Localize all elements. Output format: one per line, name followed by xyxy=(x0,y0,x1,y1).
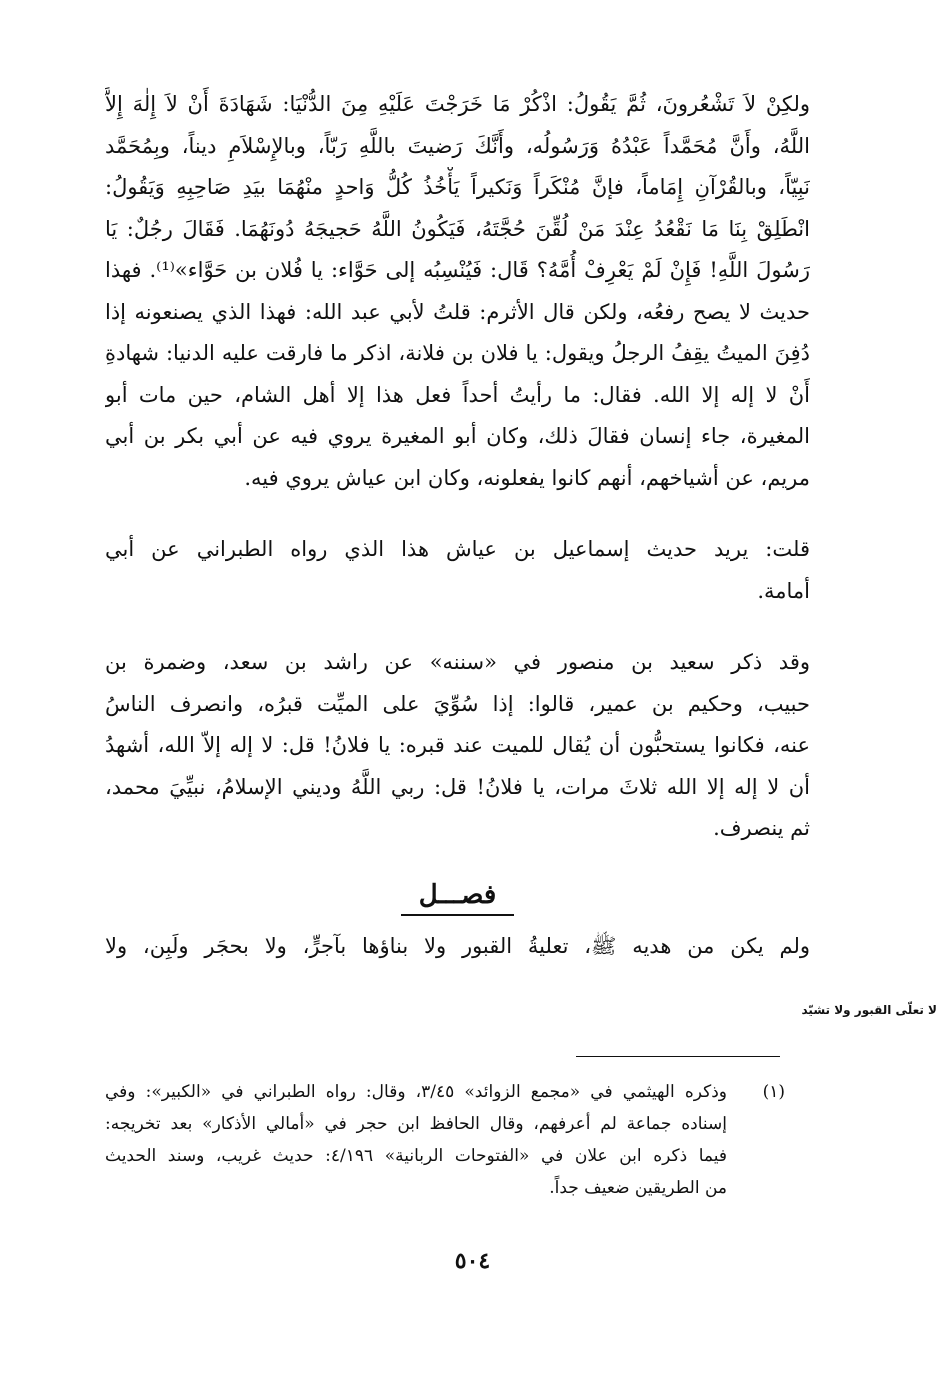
footnote-separator xyxy=(576,1056,780,1057)
text-line: انْطَلِقْ بِنَا مَا نَقْعُدُ عِنْدَ مَنْ لُقِّنَ حُجَّتَهُ، فَيَكُونُ اللَّهُ حَجيجَهُ دُونَهُمَا. فَقَالَ رجُلٌ: يَا xyxy=(105,216,810,241)
text-line: ولكِنْ لاَ تَشْعُرونَ، ثُمَّ يَقُولُ: اذْكُرْ مَا خَرَجْتَ عَلَيْهِ مِنَ الدُّنْيَا: شَهَادَةَ أَنْ لاَ إِلٰهَ إِلاَّ xyxy=(105,92,810,116)
section-heading xyxy=(105,880,810,910)
text-line: دُفِنَ الميتُ يقِفُ الرجلُ ويقول: يا فلان بن فلانة، اذكر ما فارقت عليه الدنيا: شهادةِ xyxy=(105,341,810,365)
text-line: ولم يكن من هديه ﷺ، تعليةُ القبور ولا بناؤها بآجرٍّ، ولا بحجَر ولَبِن، ولا xyxy=(105,933,810,958)
footnote-body xyxy=(105,1076,727,1204)
text-line: حبيب، وحكيم بن عمير، قالوا: إذا سُوِّيَ على الميِّت قبرُه، وانصرف الناسُ xyxy=(105,691,810,716)
paragraph-hadith xyxy=(105,84,810,499)
text-line: أمامة. xyxy=(757,578,810,603)
paragraph-said-ibn-mansur xyxy=(105,642,810,850)
text-line: المغيرة، جاء إنسان فقالَ ذلك، وكان أبو المغيرة يروي فيه عن أبي بكر بن أبي xyxy=(105,424,810,448)
text-line: نَبِيّاً، وبالقُرْآنِ إِمَاماً، فإنَّ مُنْكَراً وَنَكيراً يَأْخُذُ كُلُّ وَاحدٍ منْهُمَا بيَدِ صَاحِبِهِ وَيَقُولُ: xyxy=(105,175,810,199)
text-line: مريم، عن أشياخهم، أنهم كانوا يفعلونه، وكان ابن عياش يروي فيه. xyxy=(244,465,810,490)
margin-note: لا تعلّى القبور ولا تشيّد xyxy=(801,1003,937,1017)
main-text xyxy=(105,84,810,997)
text-line: ثم ينصرف. xyxy=(713,816,810,840)
text-line: وقد ذكر سعيد بن منصور في «سننه» عن راشد بن سعد، وضمرة بن xyxy=(105,650,810,674)
text-line: أَنْ لا إله إلا الله. فقال: ما رأيتُ أحداً فعل هذا إلا أهل الشام، حين مات أبو xyxy=(105,382,810,407)
paragraph-comment xyxy=(105,529,810,612)
text-line: عنه، فكانوا يستحبُّون أن يُقال للميت عند قبره: يا فلانُ! قل: لا إله إلاّ الله، أشهدُ xyxy=(105,733,810,757)
text-line: اللَّهُ، وأَنَّ مُحَمَّداً عَبْدُهُ وَرَسُولُه، وأَنَّكَ رَضيتَ باللَّهِ رَبّاً، وبالإِسْلاَمِ ديناً، وبِمُحَمَّد xyxy=(105,133,810,158)
text-line: حديث لا يصح رفعُه، ولكن قال الأثرم: قلتُ لأبي عبد الله: فهذا الذي يصنعونه إذا xyxy=(105,299,810,324)
footnote-line: إسناده جماعة لم أعرفهم، وقال الحافظ ابن حجر في «أمالي الأذكار» بعد تخريجه: xyxy=(105,1114,727,1134)
page-number: ٥٠٤ xyxy=(454,1248,491,1274)
footnote-line: فيما ذكره ابن علان في «الفتوحات الربانية» ٤/١٩٦: حديث غريب، وسند الحديث xyxy=(105,1146,727,1166)
text-line: رَسُولَ اللَّهِ! فَإِنْ لَمْ يَعْرِفْ أُمَّهُ؟ قَال: فَيُنْسِبُه إلى حَوَّاء: يا فُلان بن حَوَّاء»⁽¹⁾. فهذا xyxy=(105,258,810,282)
section-heading-text: فصـــل xyxy=(401,880,515,916)
text-line: قلت: يريد حديث إسماعيل بن عياش هذا الذي رواه الطبراني عن أبي xyxy=(105,537,810,561)
paragraph-graves xyxy=(105,926,810,968)
text-line: أن لا إله إلا الله ثلاثَ مرات، يا فلانُ! قل: ربي اللَّهُ وديني الإسلامُ، نبيِّيَ محمد، xyxy=(105,774,810,799)
footnote-line: من الطريقين ضعيف جداً. xyxy=(549,1178,727,1198)
footnote xyxy=(105,1076,785,1204)
footnote-marker: (١) xyxy=(762,1082,785,1102)
footnote-line: وذكره الهيثمي في «مجمع الزوائد» ٣/٤٥، وقال: رواه الطبراني في «الكبير»: وفي xyxy=(105,1082,727,1102)
